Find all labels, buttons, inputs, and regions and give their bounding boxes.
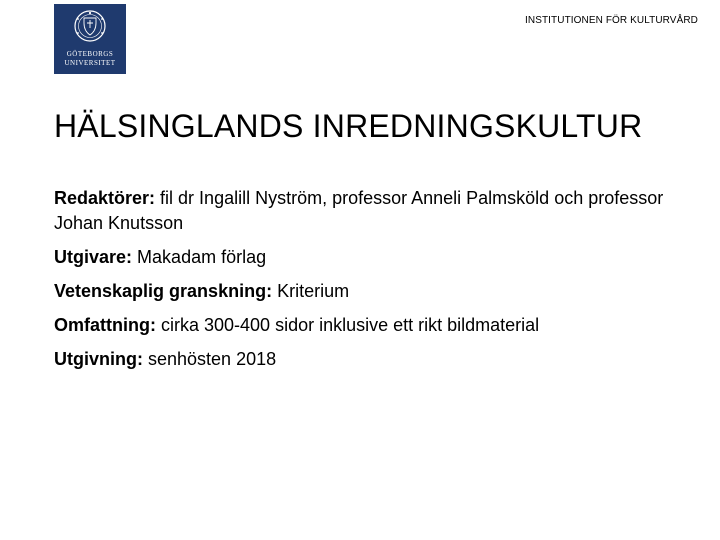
fact-editors [54,186,674,236]
university-logo [54,4,126,74]
fact-label: Omfattning: [54,315,156,335]
fact-value: cirka 300-400 sidor inklusive ett rikt bildmaterial [161,315,540,335]
fact-publisher [54,245,674,270]
page-title: HÄLSINGLANDS INREDNINGSKULTUR [54,108,643,144]
fact-value: fil dr Ingalill Nyström, professor Anneli Palmsköld och professor Johan Knutsson [54,188,664,233]
fact-label: Vetenskaplig granskning: [54,281,273,301]
university-seal-icon [54,4,126,50]
logo-line-2: UNIVERSITET [64,59,116,67]
logo-line-1: GÖTEBORGS [66,50,114,58]
department-name: INSTITUTIONEN FÖR KULTURVÅRD [525,15,698,26]
fact-label: Utgivning: [54,349,143,369]
fact-label: Utgivare: [54,247,133,267]
fact-value: Makadam förlag [137,247,267,267]
fact-review [54,279,674,304]
publication-facts [54,186,674,381]
fact-extent [54,313,674,338]
fact-value: Kriterium [277,281,350,301]
fact-release [54,347,674,372]
fact-label: Redaktörer: [54,188,156,208]
fact-value: senhösten 2018 [148,349,277,369]
